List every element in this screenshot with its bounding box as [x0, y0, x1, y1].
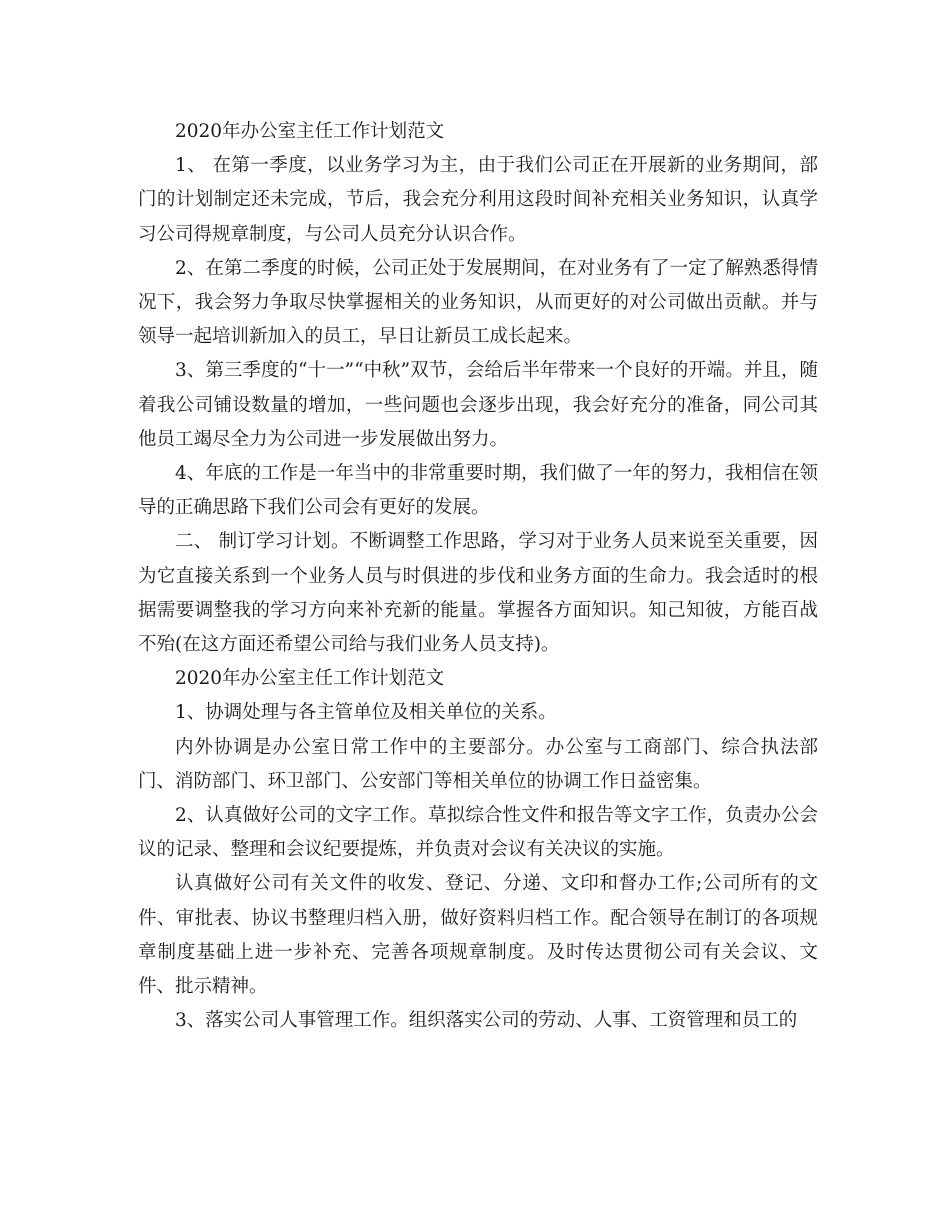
- paragraph-q2: 2、在第二季度的时候，公司正处于发展期间，在对业务有了一定了解熟悉得情况下，我会努力争取尽快掌握相关的业务知识，从而更好的对公司做出贡献。并与领导一起培训新加入的员工，早日让新员工成长起来。: [138, 257, 818, 348]
- paragraph-q3: 3、第三季度的“十一”“中秋”双节，会给后半年带来一个良好的开端。并且，随着我公司铺设数量的增加，一些问题也会逐步出现，我会好充分的准备，同公司其他员工竭尽全力为公司进一步发展做出努力。: [138, 360, 818, 450]
- paragraph-documents: 认真做好公司有关文件的收发、登记、分递、文印和督办工作;公司所有的文件、审批表、协议书整理归档入册，做好资料归档工作。配合领导在制订的各项规章制度基础上进一步补充、完善各项规章制度。及时传达贯彻公司有关会议、文件、批示精神。: [138, 873, 818, 998]
- paragraph-heading-1: 2020年办公室主任工作计划范文: [175, 121, 445, 142]
- document-body: [138, 115, 818, 1038]
- paragraph-coordination: 1、协调处理与各主管单位及相关单位的关系。: [175, 702, 557, 724]
- paragraph-writing-work: 2、认真做好公司的文字工作。草拟综合性文件和报告等文字工作，负责办公会议的记录、整理和会议纪要提炼，并负责对会议有关决议的实施。: [138, 805, 818, 861]
- paragraph-heading-2: 2020年办公室主任工作计划范文: [175, 668, 445, 690]
- paragraph-study-plan: 二、 制订学习计划。不断调整工作思路，学习对于业务人员来说至关重要，因为它直接关系到一个业务人员与时俱进的步伐和业务方面的生命力。我会适时的根据需要调整我的学习方向来补充新的能量。掌握各方面知识。知己知彼，方能百战不殆(在这方面还希望公司给与我们业务人员支持)。: [138, 531, 818, 656]
- paragraph-q4: 4、年底的工作是一年当中的非常重要时期，我们做了一年的努力，我相信在领导的正确思路下我们公司会有更好的发展。: [138, 463, 818, 519]
- paragraph-coordination-detail: 内外协调是办公室日常工作中的主要部分。办公室与工商部门、综合执法部门、消防部门、环卫部门、公安部门等相关单位的协调工作日益密集。: [138, 736, 818, 792]
- paragraph-personnel: 3、落实公司人事管理工作。组织落实公司的劳动、人事、工资管理和员工的: [175, 1010, 798, 1032]
- paragraph-q1: 1、 在第一季度，以业务学习为主，由于我们公司正在开展新的业务期间，部门的计划制定还未完成，节后，我会充分利用这段时间补充相关业务知识，认真学习公司得规章制度，与公司人员充分认识合作。: [138, 155, 818, 245]
